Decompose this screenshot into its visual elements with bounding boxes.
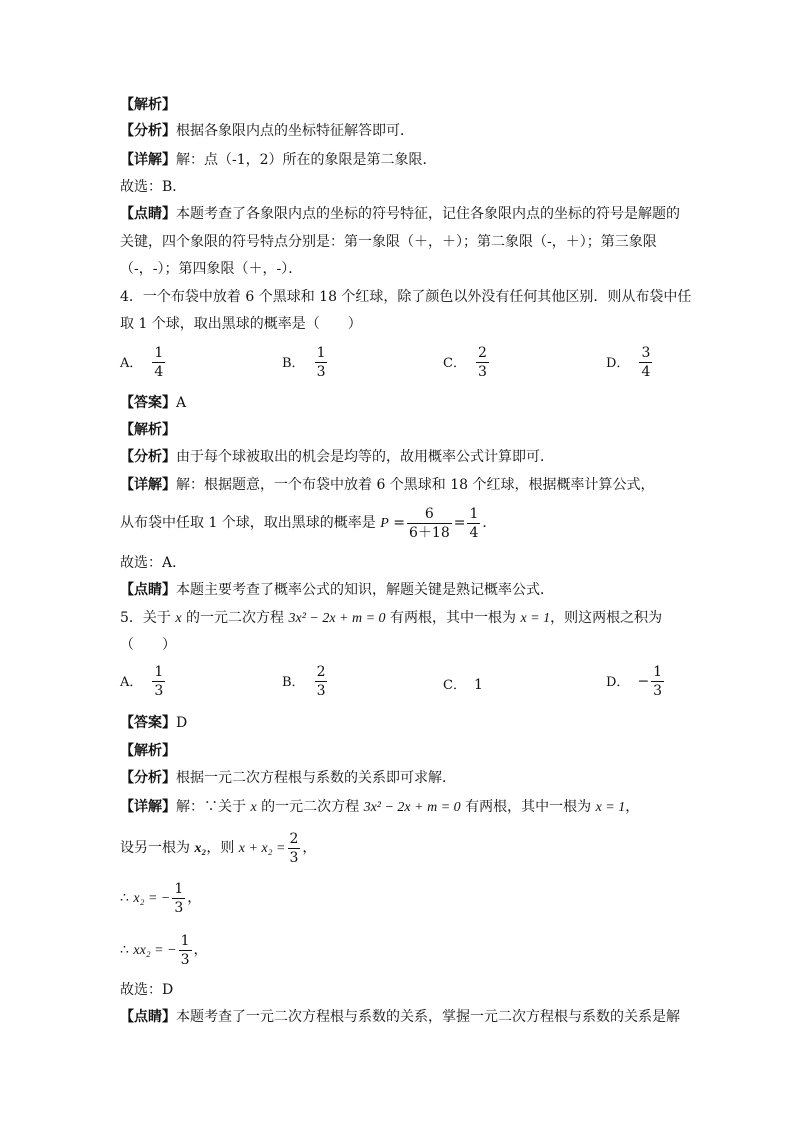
q4-analysis-heading: 【解析】 <box>120 422 176 438</box>
detail-line: 【详解】解：点（-1，2）所在的象限是第二象限． <box>120 152 437 168</box>
comment-line-2: 关键，四个象限的符号特点分别是：第一象限（＋，＋）；第二象限（-，＋）；第三象限 <box>120 234 657 250</box>
q5-product-line: ∴ xx₂ = − $\frac{1}{3}$ ， <box>120 932 208 968</box>
q4-formula-line: 从布袋中任取 1 个球，取出黑球的概率是 P = $\frac{6}{6+18}$ = $\frac{1}{4}$ ． <box>120 505 497 541</box>
q4-detail: 【详解】解：根据题意，一个布袋中放着 6 个黑球和 18 个红球，根据概率计算公式， <box>120 477 655 493</box>
q4-choice: 故选：A． <box>120 555 187 571</box>
q4-comment: 【点睛】本题主要考查了概率公式的知识，解题关键是熟记概率公式． <box>120 582 554 598</box>
comment-line-3: （-，-）；第四象限（＋，-）． <box>120 261 303 277</box>
q4-option-c[interactable]: C． $\frac{2}{3}$ <box>443 345 487 380</box>
q4-option-b[interactable]: B． $\frac{1}{3}$ <box>282 345 326 380</box>
question-4-stem: 4．一个布袋中放着 6 个黑球和 18 个红球，除了颜色以外没有任何其他区别．则从布袋中任 <box>120 289 692 305</box>
comment-line: 【点睛】本题考查了各象限内点的坐标的符号特征，记住各象限内点的坐标的符号是解题的 <box>120 206 680 222</box>
analysis-line: 【分析】根据各象限内点的坐标特征解答即可． <box>120 123 414 139</box>
fraction: $\frac{1}{3}$ <box>154 664 164 699</box>
q5-option-d[interactable]: D． − $\frac{1}{3}$ <box>606 664 663 699</box>
fraction: $\frac{1}{3}$ <box>653 664 663 699</box>
question-5-stem-2: （ ） <box>120 637 176 653</box>
q4-option-a[interactable]: A． $\frac{1}{4}$ <box>120 345 164 380</box>
analysis-heading: 【解析】 <box>120 97 176 113</box>
q4-option-d[interactable]: D． $\frac{3}{4}$ <box>606 345 651 380</box>
q5-analysis-heading: 【解析】 <box>120 743 176 759</box>
choice-line: 故选：B． <box>120 179 187 195</box>
fraction: $\frac{2}{3}$ <box>477 345 487 380</box>
q5-option-a[interactable]: A． $\frac{1}{3}$ <box>120 664 164 699</box>
q5-choice: 故选：D <box>120 982 174 998</box>
fraction: $\frac{2}{3}$ <box>316 664 326 699</box>
q5-option-b[interactable]: B． $\frac{2}{3}$ <box>282 664 326 699</box>
fraction: $\frac{1}{4}$ <box>154 345 164 380</box>
q4-analysis: 【分析】由于每个球被取出的机会是均等的，故用概率公式计算即可． <box>120 449 554 465</box>
q4-answer: 【答案】A <box>120 395 187 411</box>
q5-option-c[interactable]: C． 1 <box>443 677 483 693</box>
fraction: $\frac{2}{3}$ <box>289 830 299 866</box>
q5-root-line: ∴ x₂ = − $\frac{1}{3}$ ， <box>120 880 202 916</box>
fraction: $\frac{3}{4}$ <box>641 345 651 380</box>
fraction: $\frac{1}{3}$ <box>174 880 184 916</box>
fraction: $\frac{1}{4}$ <box>469 505 479 541</box>
q5-analysis: 【分析】根据一元二次方程根与系数的关系即可求解． <box>120 770 456 786</box>
q5-detail: 【详解】解：∵关于 x 的一元二次方程 3x² − 2x + m = 0 有两根，其中一根为 x = 1， <box>120 799 640 815</box>
q5-answer: 【答案】D <box>120 715 188 731</box>
question-4-stem-2: 取 1 个球，取出黑球的概率是（ ） <box>120 316 362 332</box>
question-5-stem: 5．关于 x 的一元二次方程 3x² − 2x + m = 0 有两根，其中一根为 x = 1，则这两根之积为 <box>120 610 663 626</box>
fraction: $\frac{6}{6+18}$ <box>409 505 450 541</box>
q5-let-line: 设另一根为 x₂，则 x + x₂ = $\frac{2}{3}$ ， <box>120 830 317 866</box>
fraction: $\frac{1}{3}$ <box>180 932 190 968</box>
q5-comment: 【点睛】本题考查了一元二次方程根与系数的关系，掌握一元二次方程根与系数的关系是解 <box>120 1009 680 1025</box>
fraction: $\frac{1}{3}$ <box>316 345 326 380</box>
